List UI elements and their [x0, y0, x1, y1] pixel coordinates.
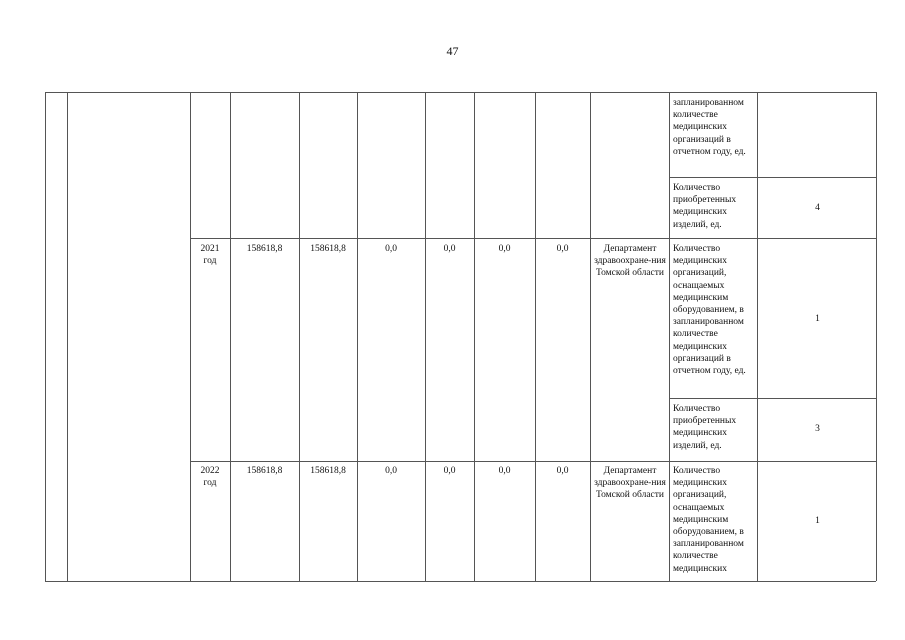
column-divider — [669, 92, 670, 581]
indicator-value-cell: 1 — [815, 314, 820, 324]
indicator-value-cell: 3 — [815, 424, 820, 434]
table-border-right — [876, 92, 877, 581]
total-cell: 158618,8 — [246, 466, 283, 476]
table-border-bottom — [45, 581, 876, 582]
federal-cell: 158618,8 — [310, 466, 346, 476]
regional-cell: 0,0 — [385, 466, 397, 476]
local-cell: 0,0 — [443, 466, 456, 476]
page-number: 47 — [446, 44, 459, 58]
other-cell: 0,0 — [556, 244, 569, 254]
column-divider — [230, 92, 231, 581]
column-divider — [67, 92, 68, 581]
column-divider — [190, 92, 191, 581]
indicator-value-cell: 1 — [815, 516, 820, 526]
indicator-cell: запланированном количестве медицинских организаций в отчетном году, ед. — [673, 98, 746, 157]
indicator-value-cell: 4 — [815, 203, 820, 213]
column-divider — [474, 92, 475, 581]
indicator-cell: Количество приобретенных медицинских изделий, ед. — [673, 404, 737, 451]
year-cell: 2021 год — [200, 244, 220, 267]
column-divider — [590, 92, 591, 581]
column-divider — [535, 92, 536, 581]
executor-cell: Департамент здравоохране-ния Томской области — [594, 244, 666, 279]
executor-cell: Департамент здравоохране-ния Томской области — [594, 466, 666, 501]
indicator-cell: Количество приобретенных медицинских изделий, ед. — [673, 183, 737, 230]
extra-budget-cell: 0,0 — [498, 244, 511, 254]
year-cell: 2022 год — [200, 466, 220, 489]
table-border-top — [45, 92, 876, 93]
row-divider — [190, 461, 876, 462]
column-divider — [757, 92, 758, 581]
regional-cell: 0,0 — [385, 244, 397, 254]
table-border-left — [45, 92, 46, 581]
column-divider — [357, 92, 358, 581]
total-cell: 158618,8 — [246, 244, 283, 254]
column-divider — [299, 92, 300, 581]
row-divider — [669, 177, 876, 178]
local-cell: 0,0 — [443, 244, 456, 254]
column-divider — [425, 92, 426, 581]
row-divider — [669, 398, 876, 399]
federal-cell: 158618,8 — [310, 244, 346, 254]
other-cell: 0,0 — [556, 466, 569, 476]
indicator-cell: Количество медицинских организаций, оснащаемых медицинским оборудованием, в запланированном количестве медицинских — [673, 466, 744, 574]
row-divider — [190, 238, 876, 239]
extra-budget-cell: 0,0 — [498, 466, 511, 476]
indicator-cell: Количество медицинских организаций, оснащаемых медицинским оборудованием, в запланированном количестве медицинских организаций в отчетном году, ед. — [673, 244, 746, 377]
